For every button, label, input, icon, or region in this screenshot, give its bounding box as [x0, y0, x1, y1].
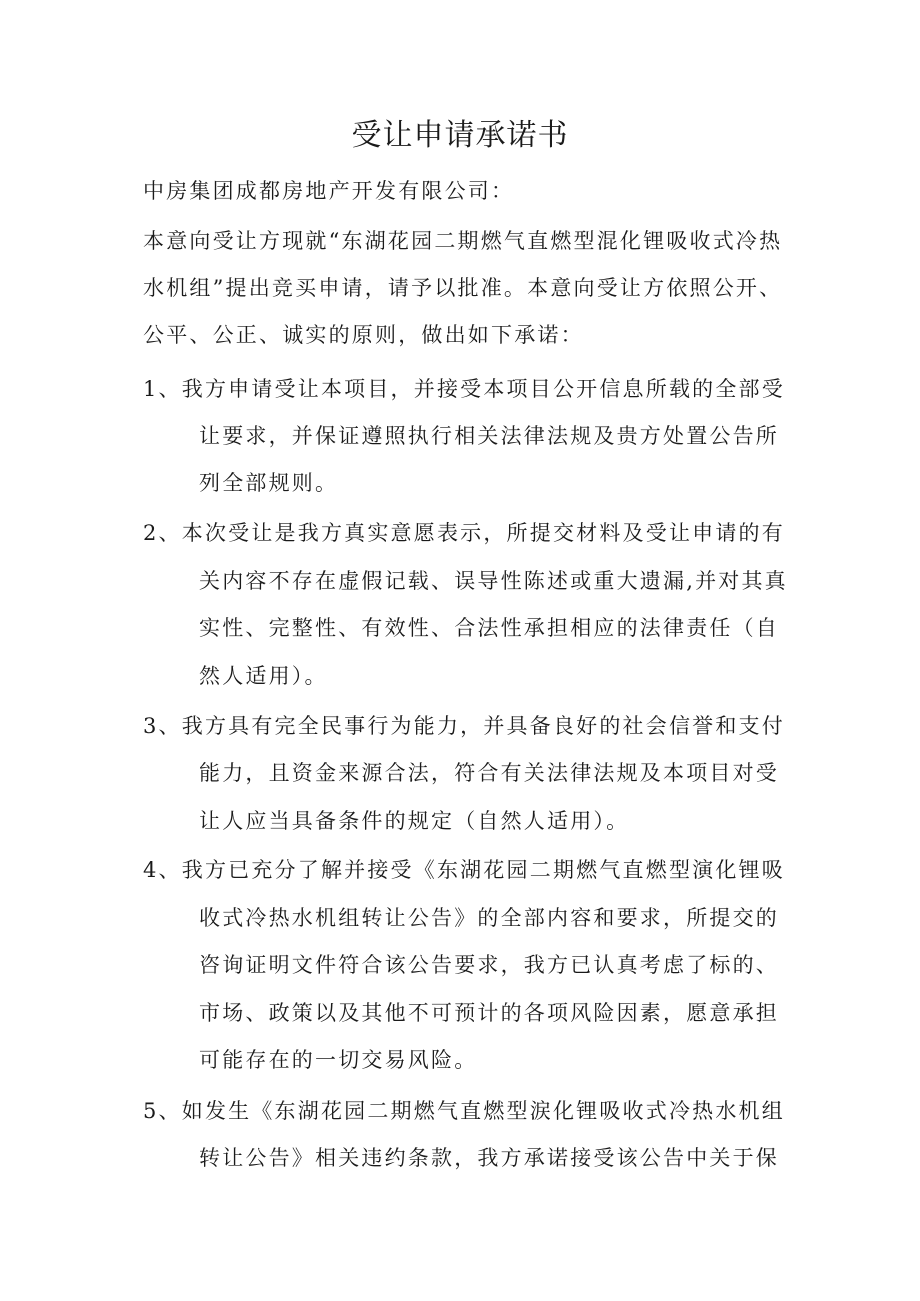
intro-line: 本意向受让方现就“东湖花园二期燃气直燃型混化锂吸收式冷热 [143, 229, 783, 253]
commitment-line: 市场、政策以及其他不可预计的各项风险因素，愿意承担 [199, 1001, 779, 1025]
commitment-line: 收式冷热水机组转让公告》的全部内容和要求，所提交的 [199, 906, 779, 930]
page-title: 受让申请承诺书 [351, 118, 569, 153]
intro-line: 公平、公正、诚实的原则，做出如下承诺： [143, 323, 584, 347]
commitment-line: 1、我方申请受让本项目，并接受本项目公开信息所载的全部受 [143, 377, 785, 401]
commitment-line: 4、我方已充分了解并接受《东湖花园二期燃气直燃型演化锂吸 [143, 858, 785, 882]
commitment-line: 关内容不存在虚假记载、误导性陈述或重大遗漏,并对其真 [199, 569, 788, 593]
commitment-line: 然人适用）。 [199, 664, 328, 688]
commitment-line: 能力，且资金来源合法，符合有关法律法规及本项目对受 [199, 761, 779, 785]
intro-line: 水机组”提出竞买申请，请予以批准。本意向受让方依照公开、 [143, 276, 783, 300]
commitment-line: 转让公告》相关违约条款，我方承诺接受该公告中关于保 [199, 1146, 779, 1170]
commitment-line: 可能存在的一切交易风险。 [199, 1048, 478, 1072]
commitment-line: 5、如发生《东湖花园二期燃气直燃型涙化锂吸收式冷热水机组 [143, 1099, 785, 1123]
commitment-line: 列全部规则。 [199, 471, 339, 495]
commitment-line: 咨询证明文件符合该公告要求，我方已认真考虑了标的、 [199, 953, 779, 977]
addressee: 中房集团成都房地产开发有限公司： [143, 179, 515, 203]
commitment-line: 2、本次受让是我方真实意愿表示，所提交材料及受让申请的有 [143, 521, 785, 545]
commitment-line: 让人应当具备条件的规定（自然人适用）。 [199, 809, 630, 833]
commitment-line: 实性、完整性、有效性、合法性承担相应的法律责任（自 [199, 616, 779, 640]
commitment-line: 3、我方具有完全民事行为能力，并具备良好的社会信誉和支付 [143, 714, 785, 738]
commitment-line: 让要求，并保证遵照执行相关法律法规及贵方处置公告所 [199, 424, 779, 448]
